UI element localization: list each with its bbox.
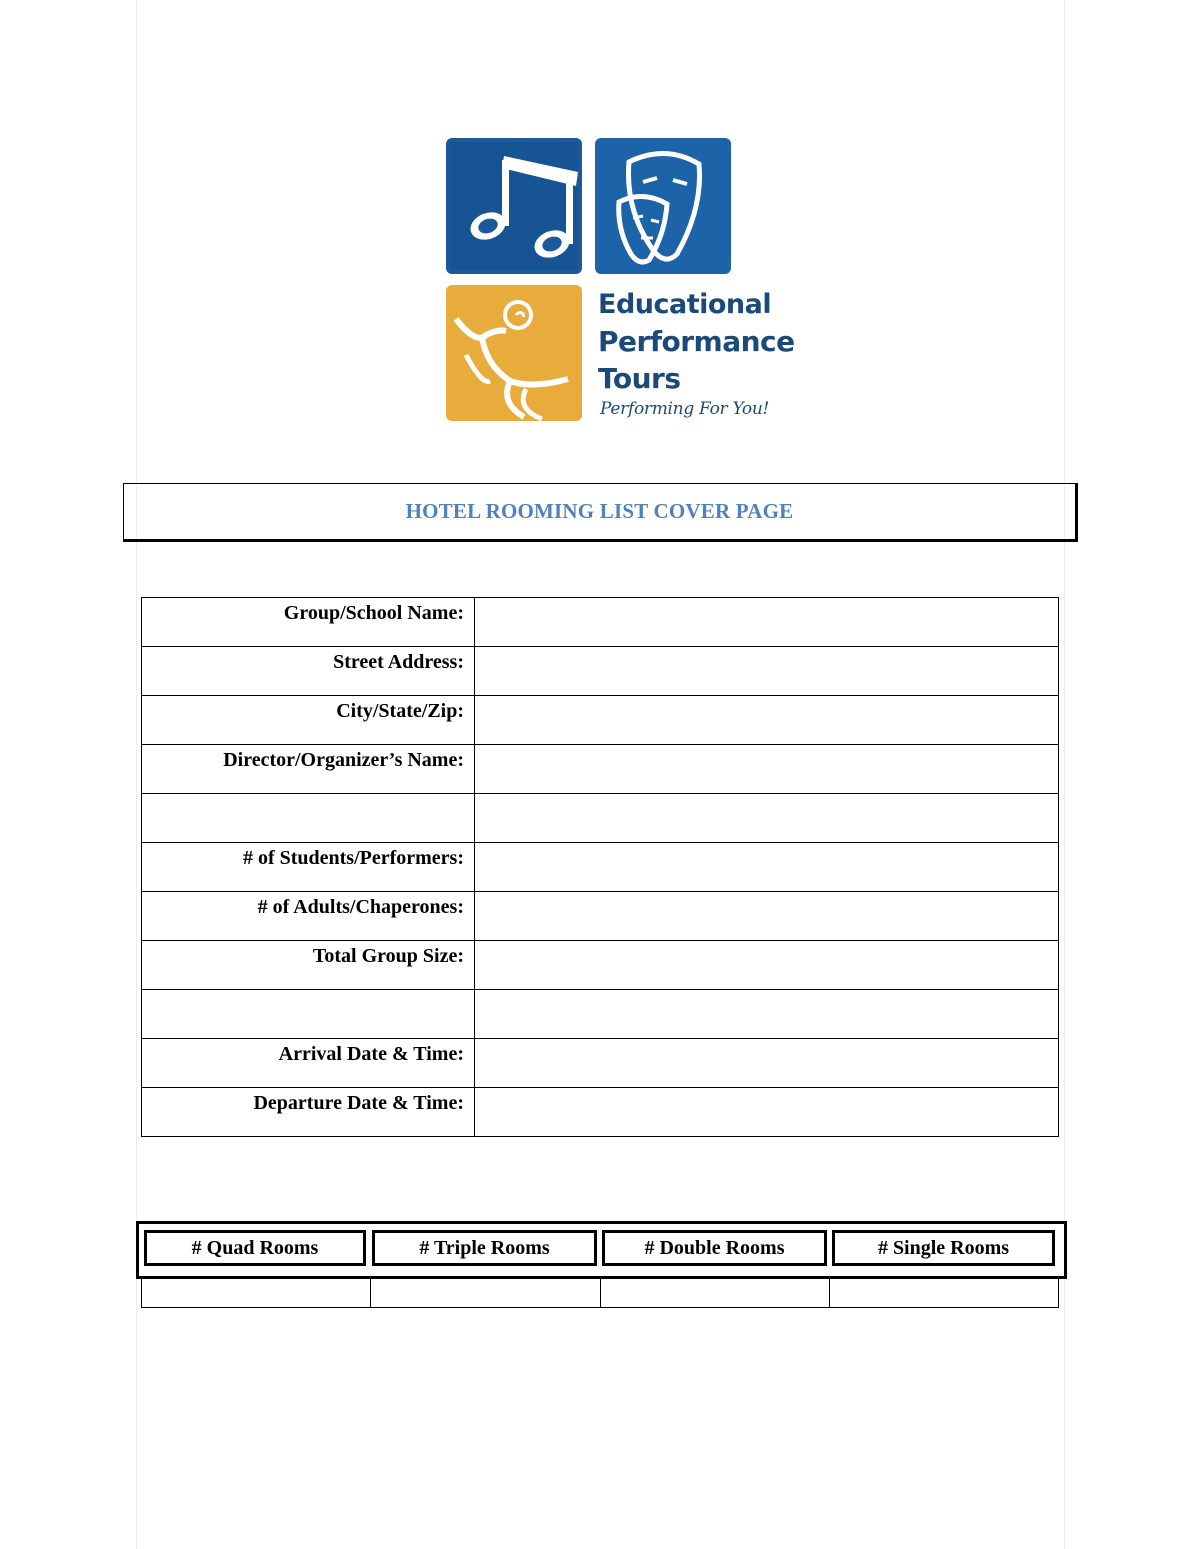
director-organizer-name-field[interactable] bbox=[475, 745, 1059, 794]
brand-line-1: Educational bbox=[598, 289, 772, 320]
arrival-date-time-field[interactable] bbox=[475, 1039, 1059, 1088]
students-performers-field[interactable] bbox=[475, 843, 1059, 892]
table-row bbox=[142, 941, 1059, 990]
departure-date-time-field[interactable] bbox=[475, 1088, 1059, 1137]
table-row bbox=[142, 745, 1059, 794]
row-label-group-school-name: Group/School Name: bbox=[142, 598, 475, 647]
brand-tagline: Performing For You! bbox=[600, 399, 769, 419]
group-info-table bbox=[141, 597, 1059, 1137]
row-label-adults-chaperones: # of Adults/Chaperones: bbox=[142, 892, 475, 941]
adults-chaperones-field[interactable] bbox=[475, 892, 1059, 941]
quad-rooms-field[interactable] bbox=[141, 1276, 371, 1308]
blank-field-1[interactable] bbox=[475, 794, 1059, 843]
brand-line-2: Performance bbox=[598, 325, 795, 358]
city-state-zip-field[interactable] bbox=[475, 696, 1059, 745]
theater-masks-icon bbox=[595, 138, 731, 274]
double-rooms-header: # Double Rooms bbox=[602, 1230, 827, 1266]
table-row bbox=[142, 1088, 1059, 1137]
music-notes-icon bbox=[446, 138, 582, 274]
row-label-students-performers: # of Students/Performers: bbox=[142, 843, 475, 892]
company-logo bbox=[443, 136, 823, 436]
single-rooms-header: # Single Rooms bbox=[832, 1230, 1055, 1266]
title-box bbox=[123, 483, 1078, 542]
street-address-field[interactable] bbox=[475, 647, 1059, 696]
rooms-header-frame bbox=[136, 1221, 1067, 1279]
brand-name bbox=[598, 286, 795, 397]
total-group-size-field[interactable] bbox=[475, 941, 1059, 990]
table-row bbox=[142, 794, 1059, 843]
table-row bbox=[142, 892, 1059, 941]
brand-line-3: Tours bbox=[598, 362, 681, 395]
table-row bbox=[142, 598, 1059, 647]
page-edge-right bbox=[1064, 0, 1065, 1549]
row-label-arrival-date-time: Arrival Date & Time: bbox=[142, 1039, 475, 1088]
triple-rooms-header: # Triple Rooms bbox=[372, 1230, 597, 1266]
row-label-street-address: Street Address: bbox=[142, 647, 475, 696]
blank-field-2[interactable] bbox=[475, 990, 1059, 1039]
rooms-values-row bbox=[141, 1276, 1059, 1308]
table-row bbox=[142, 696, 1059, 745]
row-label-blank-1 bbox=[142, 794, 475, 843]
table-row bbox=[142, 990, 1059, 1039]
row-label-departure-date-time: Departure Date & Time: bbox=[142, 1088, 475, 1137]
double-rooms-field[interactable] bbox=[601, 1276, 830, 1308]
table-row bbox=[142, 647, 1059, 696]
row-label-city-state-zip: City/State/Zip: bbox=[142, 696, 475, 745]
triple-rooms-field[interactable] bbox=[371, 1276, 600, 1308]
table-row bbox=[142, 843, 1059, 892]
row-label-director-organizer-name: Director/Organizer’s Name: bbox=[142, 745, 475, 794]
table-row bbox=[142, 1039, 1059, 1088]
single-rooms-field[interactable] bbox=[830, 1276, 1059, 1308]
dancer-icon bbox=[446, 285, 582, 421]
page-title: HOTEL ROOMING LIST COVER PAGE bbox=[405, 499, 794, 523]
page-edge-left bbox=[136, 0, 137, 1549]
group-school-name-field[interactable] bbox=[475, 598, 1059, 647]
quad-rooms-header: # Quad Rooms bbox=[144, 1230, 366, 1266]
row-label-total-group-size: Total Group Size: bbox=[142, 941, 475, 990]
row-label-blank-2 bbox=[142, 990, 475, 1039]
